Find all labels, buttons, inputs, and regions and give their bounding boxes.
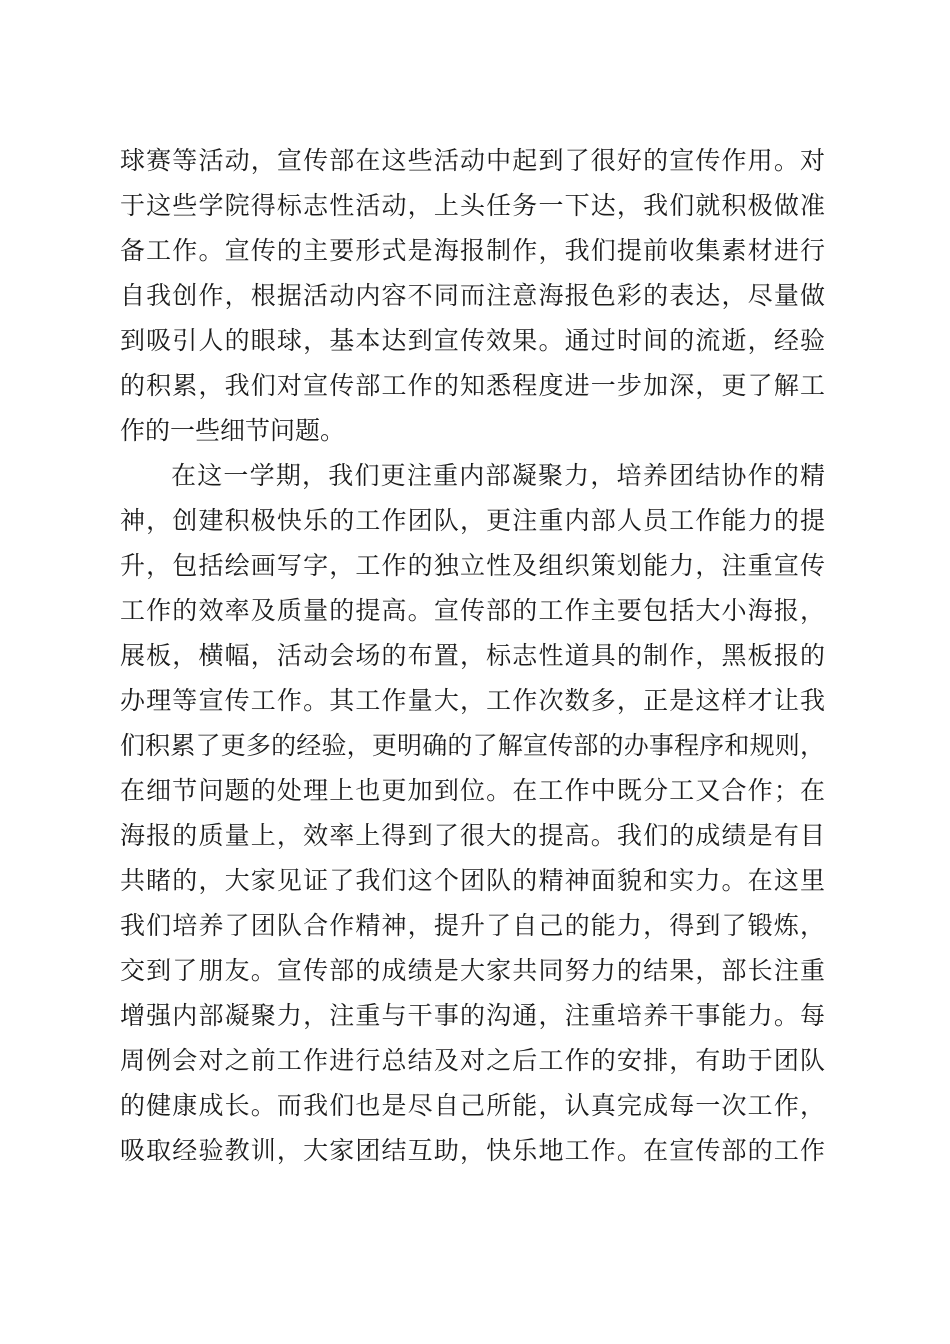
- text-line: 海报的质量上，效率上得到了很大的提高。我们的成绩是有目: [120, 821, 825, 850]
- text-line: 增强内部凝聚力，注重与干事的沟通，注重培养干事能力。每: [120, 1001, 825, 1030]
- text-line: 的健康成长。而我们也是尽自己所能，认真完成每一次工作，: [120, 1091, 825, 1120]
- text-line: 在这一学期，我们更注重内部凝聚力，培养团结协作的精: [171, 461, 825, 490]
- text-line: 到吸引人的眼球，基本达到宣传效果。通过时间的流逝，经验: [120, 326, 825, 355]
- text-line: 共睹的，大家见证了我们这个团队的精神面貌和实力。在这里: [120, 866, 825, 895]
- text-line: 我们培养了团队合作精神，提升了自己的能力，得到了锻炼，: [120, 911, 825, 940]
- text-line: 备工作。宣传的主要形式是海报制作，我们提前收集素材进行: [120, 236, 825, 265]
- text-line: 神，创建积极快乐的工作团队，更注重内部人员工作能力的提: [120, 506, 825, 535]
- text-line: 周例会对之前工作进行总结及对之后工作的安排，有助于团队: [120, 1046, 825, 1075]
- paragraph-1: [120, 138, 825, 453]
- text-line: 自我创作，根据活动内容不同而注意海报色彩的表达，尽量做: [120, 281, 825, 310]
- text-line: 在细节问题的处理上也更加到位。在工作中既分工又合作；在: [120, 776, 825, 805]
- text-line: 于这些学院得标志性活动，上头任务一下达，我们就积极做准: [120, 191, 825, 220]
- text-line: 吸取经验教训，大家团结互助，快乐地工作。在宣传部的工作: [120, 1136, 825, 1165]
- text-line: 展板，横幅，活动会场的布置，标志性道具的制作，黑板报的: [120, 641, 825, 670]
- text-line: 的积累，我们对宣传部工作的知悉程度进一步加深，更了解工: [120, 371, 825, 400]
- text-line: 作的一些细节问题。: [120, 416, 346, 445]
- text-line: 球赛等活动，宣传部在这些活动中起到了很好的宣传作用。对: [120, 146, 825, 175]
- text-line: 工作的效率及质量的提高。宣传部的工作主要包括大小海报，: [120, 596, 825, 625]
- paragraph-2: [120, 453, 825, 1173]
- text-line: 办理等宣传工作。其工作量大，工作次数多，正是这样才让我: [120, 686, 825, 715]
- text-line: 交到了朋友。宣传部的成绩是大家共同努力的结果，部长注重: [120, 956, 825, 985]
- text-line: 们积累了更多的经验，更明确的了解宣传部的办事程序和规则，: [120, 731, 825, 760]
- text-line: 升，包括绘画写字，工作的独立性及组织策划能力，注重宣传: [120, 551, 825, 580]
